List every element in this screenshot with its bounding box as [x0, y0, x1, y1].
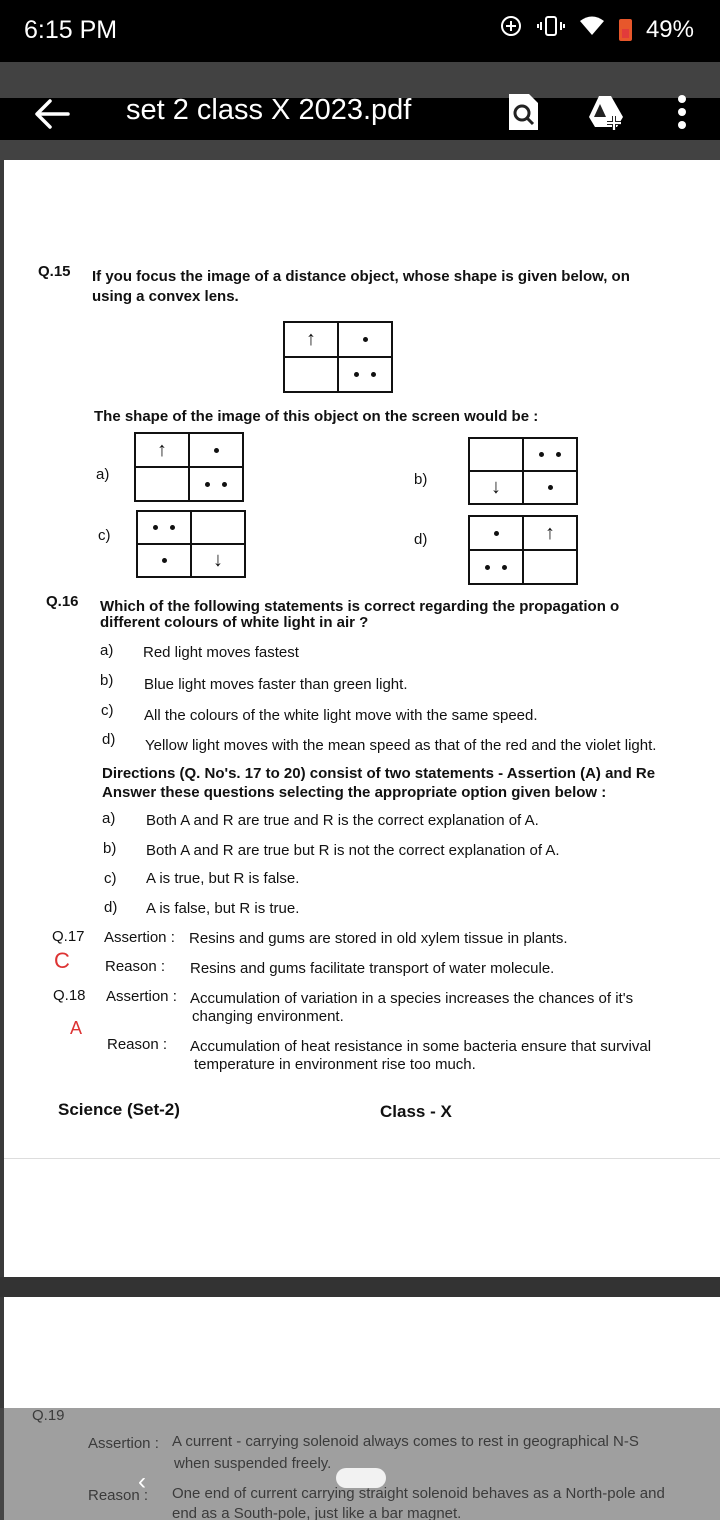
q17-reason-text: Resins and gums facilitate transport of water molecule. — [190, 960, 555, 977]
figure-cell — [191, 511, 245, 544]
q18-number: Q.18 — [53, 987, 86, 1004]
data-saver-icon — [499, 14, 523, 45]
q18-assertion-text-line2: changing environment. — [192, 1008, 344, 1025]
q15-option-c-label: c) — [98, 527, 111, 544]
q17-assertion-text: Resins and gums are stored in old xylem tissue in plants. — [189, 930, 568, 947]
back-arrow-icon[interactable] — [30, 92, 74, 136]
q18-reason-text-line1: Accumulation of heat resistance in some bacteria ensure that survival — [190, 1038, 652, 1055]
q15-option-b-label: b) — [414, 471, 428, 488]
q15-option-c-figure — [136, 510, 246, 578]
directions-option-d-text: A is false, but R is true. — [146, 900, 300, 917]
battery-percent: 49% — [645, 15, 694, 43]
directions-option-a-text: Both A and R are true and R is the correct explanation of A. — [146, 812, 539, 829]
directions-option-d-label: d) — [104, 899, 118, 916]
status-time: 6:15 PM — [24, 16, 118, 44]
directions-line2: Answer these questions selecting the appropriate option given below : — [102, 784, 607, 801]
nav-back-icon[interactable]: ‹ — [138, 1468, 146, 1495]
figure-cell — [469, 550, 523, 584]
figure-cell — [469, 438, 523, 471]
figure-cell — [284, 357, 338, 392]
q16-option-b-label: b) — [100, 672, 114, 689]
app-bar — [0, 62, 720, 160]
battery-icon — [619, 19, 632, 41]
up-arrow-icon: ↑ — [135, 433, 189, 467]
figure-cell — [338, 357, 392, 392]
more-options-icon[interactable] — [670, 90, 694, 134]
q18-assertion-text-line1: Accumulation of variation in a species increases the chances of it's — [190, 990, 634, 1007]
q15-text-line2: using a convex lens. — [92, 288, 239, 305]
q17-reason-label: Reason : — [105, 958, 166, 975]
find-in-page-icon[interactable] — [506, 92, 540, 132]
q15-option-d-label: d) — [414, 531, 428, 548]
footer-divider — [4, 1158, 720, 1159]
vibrate-icon — [537, 14, 565, 45]
figure-cell — [523, 471, 577, 504]
directions-option-b-label: b) — [103, 840, 117, 857]
figure-cell — [338, 322, 392, 357]
up-arrow-icon: ↑ — [284, 322, 338, 357]
q16-option-c-label: c) — [101, 702, 114, 719]
q15-option-d-figure — [468, 515, 578, 585]
q17-handwritten-mark: C — [54, 948, 70, 973]
home-gesture-pill[interactable] — [336, 1468, 386, 1488]
directions-option-b-text: Both A and R are true but R is not the correct explanation of A. — [146, 842, 560, 859]
q15-prompt: The shape of the image of this object on the screen would be : — [94, 408, 539, 425]
status-icons — [499, 14, 694, 45]
figure-cell — [523, 438, 577, 471]
q16-option-d-label: d) — [102, 731, 116, 748]
figure-cell — [469, 516, 523, 550]
q15-object-figure — [283, 321, 393, 393]
q16-text-line1: Which of the following statements is correct regarding the propagation o — [100, 598, 620, 615]
q15-number: Q.15 — [38, 263, 71, 280]
q16-text-line2: different colours of white light in air ? — [100, 614, 369, 631]
figure-cell — [189, 433, 243, 467]
navigation-bar — [0, 1408, 720, 1520]
q18-reason-text-line2: temperature in environment rise too much. — [194, 1056, 476, 1073]
wifi-icon — [579, 15, 605, 44]
q16-option-a-label: a) — [100, 642, 114, 659]
page-gap — [0, 1277, 720, 1297]
down-arrow-icon: ↓ — [191, 544, 245, 577]
directions-option-a-label: a) — [102, 810, 116, 827]
q16-option-a-text: Red light moves fastest — [143, 644, 299, 661]
footer-class: Class - X — [380, 1102, 452, 1121]
add-to-drive-icon[interactable] — [586, 92, 626, 132]
down-arrow-icon: ↓ — [469, 471, 523, 504]
directions-line1: Directions (Q. No's. 17 to 20) consist of two statements - Assertion (A) and Re — [102, 765, 656, 782]
pdf-page-1[interactable] — [4, 160, 720, 1277]
q17-assertion-label: Assertion : — [104, 929, 175, 946]
directions-option-c-label: c) — [104, 870, 117, 887]
q17-number: Q.17 — [52, 928, 85, 945]
q16-option-c-text: All the colours of the white light move with the same speed. — [144, 707, 538, 724]
figure-cell — [523, 550, 577, 584]
figure-cell — [135, 467, 189, 501]
figure-cell — [137, 511, 191, 544]
q18-reason-label: Reason : — [107, 1036, 168, 1053]
figure-cell — [189, 467, 243, 501]
q15-option-a-figure — [134, 432, 244, 502]
up-arrow-icon: ↑ — [523, 516, 577, 550]
q16-option-d-text: Yellow light moves with the mean speed as that of the red and the violet light. — [145, 737, 657, 754]
q16-number: Q.16 — [46, 593, 79, 610]
document-title: set 2 class X 2023.pdf — [126, 94, 412, 126]
q15-option-a-label: a) — [96, 466, 110, 483]
status-bar — [0, 0, 720, 62]
q15-option-b-figure — [468, 437, 578, 505]
q16-option-b-text: Blue light moves faster than green light. — [144, 676, 408, 693]
q15-text-line1: If you focus the image of a distance object, whose shape is given below, on — [92, 268, 630, 285]
q18-assertion-label: Assertion : — [106, 988, 177, 1005]
figure-cell — [137, 544, 191, 577]
footer-subject: Science (Set-2) — [58, 1100, 180, 1119]
q18-handwritten-mark: A — [70, 1018, 83, 1038]
directions-option-c-text: A is true, but R is false. — [146, 870, 300, 887]
